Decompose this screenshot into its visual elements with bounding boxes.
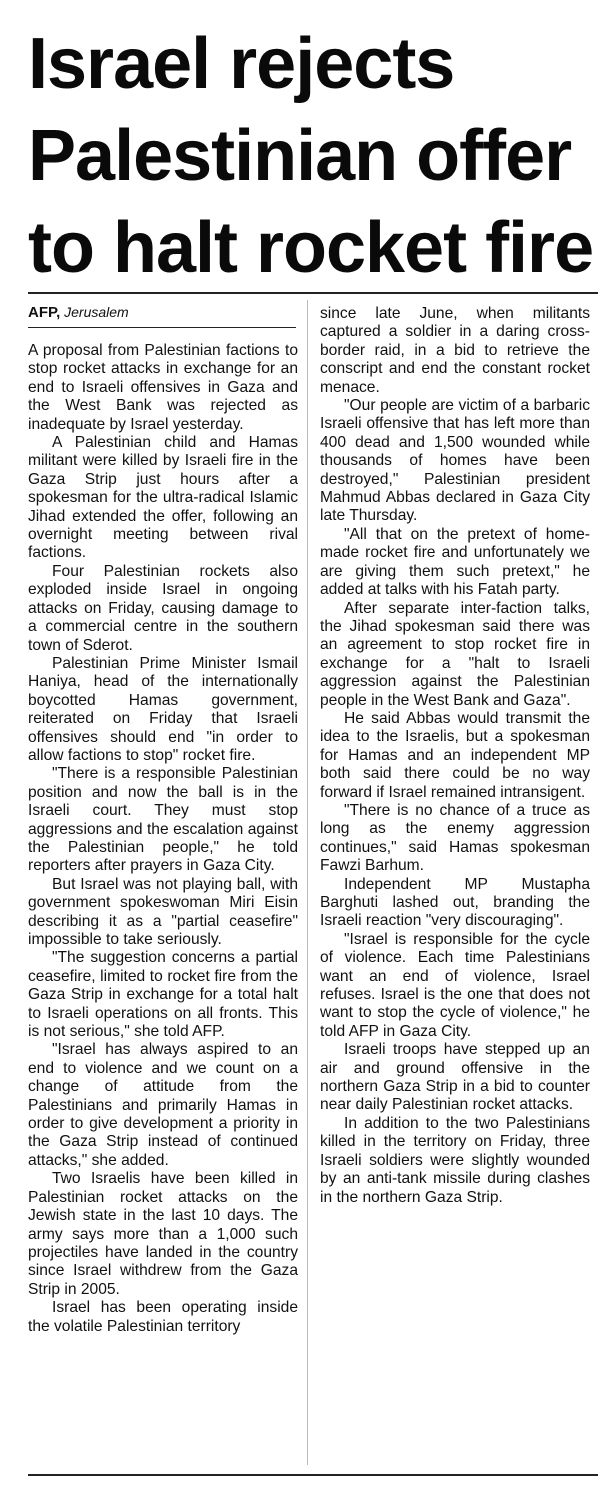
- paragraph: Israeli troops have stepped up an air and ground offensive in the northern Gaza Strip in a bid to counter near daily Palestinian rocket attacks.: [320, 1041, 590, 1114]
- headline-divider: [28, 292, 598, 294]
- column-divider: [307, 300, 308, 1465]
- paragraph: "There is no chance of a truce as long as the enemy aggression continues," said Hamas spokesman Fawzi Barhum.: [320, 801, 590, 875]
- paragraph: Four Palestinian rockets also exploded inside Israel in ongoing attacks on Friday, causing damage to a commercial centre in the southern town of Sderot.: [28, 562, 298, 654]
- byline-location: Jerusalem: [64, 304, 129, 320]
- byline-divider: [28, 327, 296, 328]
- paragraph: In addition to the two Palestinians killed in the territory on Friday, three Israeli soldiers were slightly wounded by an anti-tank missile during clashes in the northern Gaza Strip.: [320, 1114, 590, 1206]
- bottom-rule: [28, 1474, 598, 1476]
- headline-line-3: to halt rocket fire: [28, 208, 594, 288]
- paragraph: "Israel is responsible for the cycle of violence. Each time Palestinians want an end of violence, Israel refuses. Israel is the one that does not want to stop the cycle of violence," he told AFP in Gaza City.: [320, 930, 590, 1040]
- headline-line-2: Palestinian offer: [28, 116, 572, 196]
- paragraph: After separate inter-faction talks, the Jihad spokesman said there was an agreement to stop rocket fire in exchange for a "halt to Israeli aggression against the Palestinian people in the West Bank and Gaza".: [320, 599, 590, 709]
- byline: [28, 303, 296, 322]
- paragraph: since late June, when militants captured a soldier in a daring cross-border raid, in a bid to retrieve the conscript and end the constant rocket menace.: [320, 305, 590, 396]
- paragraph: "All that on the pretext of home-made rocket fire and unfortunately we are giving them such pretext," he added at talks with his Fatah party.: [320, 525, 590, 599]
- headline: [28, 18, 598, 294]
- paragraph: "Our people are victim of a barbaric Israeli offensive that has left more than 400 dead and 1,500 wounded while thousands of homes have been destroyed," Palestinian president Mahmud Abbas declared in Gaza City late Thursday.: [320, 397, 590, 525]
- article-column-1: [28, 342, 298, 1336]
- paragraph: A proposal from Palestinian factions to stop rocket attacks in exchange for an end to Israeli offensives in Gaza and the West Bank was rejected as inadequate by Israel yesterday.: [28, 342, 298, 433]
- paragraph: But Israel was not playing ball, with government spokeswoman Miri Eisin describing it as a "partial ceasefire" impossible to take seriously.: [28, 875, 298, 948]
- headline-line-1: Israel rejects: [28, 24, 455, 104]
- paragraph: Two Israelis have been killed in Palestinian rocket attacks on the Jewish state in the last 10 days. The army says more than a 1,000 such projectiles have landed in the country since Israel withdrew from the Gaza Strip in 2005.: [28, 1170, 298, 1298]
- paragraph: "The suggestion concerns a partial ceasefire, limited to rocket fire from the Gaza Strip in exchange for a total halt to Israeli operations on all fronts. This is not serious," she told AFP.: [28, 949, 298, 1041]
- paragraph: Independent MP Mustapha Barghuti lashed out, branding the Israeli reaction "very discouraging".: [320, 875, 590, 930]
- paragraph: "Israel has always aspired to an end to violence and we count on a change of attitude from the Palestinians and primarily Hamas in order to give development a priority in the Gaza Strip instead of continued attacks," she added.: [28, 1041, 298, 1169]
- paragraph: He said Abbas would transmit the idea to the Israelis, but a spokesman for Hamas and an independent MP both said there could be no way forward if Israel remained intransigent.: [320, 709, 590, 801]
- paragraph: "There is a responsible Palestinian position and now the ball is in the Israeli court. They must stop aggressions and the escalation against the Palestinian people," he told reporters after prayers in Gaza City.: [28, 765, 298, 875]
- article-column-2: [320, 305, 590, 1207]
- byline-agency: AFP,: [28, 304, 61, 321]
- paragraph: Israel has been operating inside the volatile Palestinian territory: [28, 1299, 298, 1335]
- paragraph: A Palestinian child and Hamas militant were killed by Israeli fire in the Gaza Strip just hours after a spokesman for the ultra-radical Islamic Jihad extended the offer, following an overnight meeting between rival factions.: [28, 434, 298, 562]
- paragraph: Palestinian Prime Minister Ismail Haniya, head of the internationally boycotted Hamas government, reiterated on Friday that Israeli offensives should end "in order to allow factions to stop" rocket fire.: [28, 654, 298, 764]
